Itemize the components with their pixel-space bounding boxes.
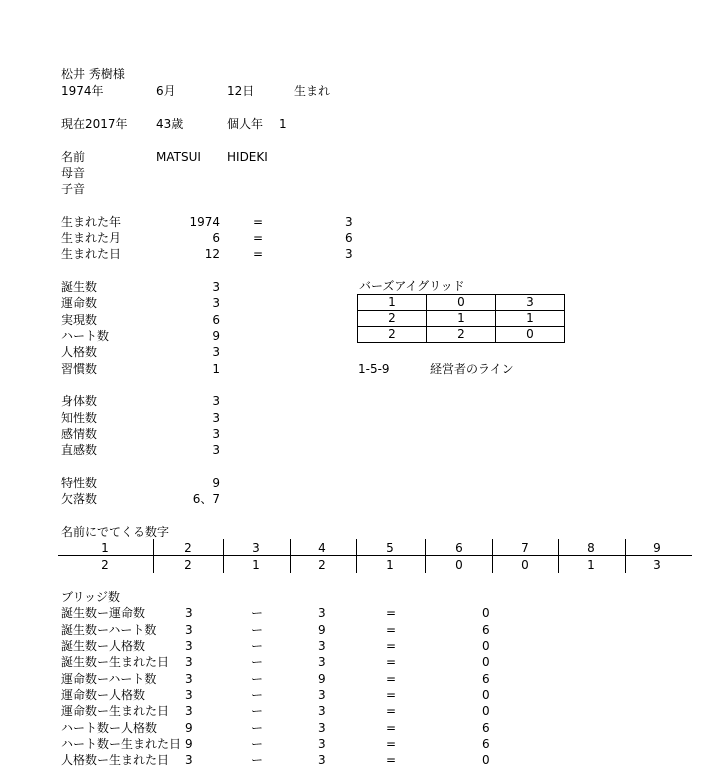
digit-count: 1 [252, 558, 260, 572]
birds-eye-title: バーズアイグリッド [359, 279, 465, 293]
digit-count: 1 [587, 558, 595, 572]
bridge-row-label: 誕生数ー運命数 [61, 606, 146, 620]
bridge-row-operator: ー [251, 655, 264, 669]
bridge-row-a: 3 [185, 753, 193, 767]
digits-column-divider [625, 539, 626, 573]
trait-number-label: 特性数 [61, 476, 98, 490]
grid-cell: 2 [358, 311, 427, 327]
digit-count: 2 [184, 558, 192, 572]
birth-month: 6月 [156, 84, 176, 98]
bridge-row-equals: = [386, 655, 397, 669]
core-number-value: 3 [212, 280, 220, 294]
digit-count: 2 [101, 558, 109, 572]
birth-number-value: 12 [204, 247, 220, 261]
grid-cell: 1 [496, 311, 565, 327]
core-number-value: 6 [212, 313, 220, 327]
bridge-row-label: ハート数ー生まれた日 [61, 737, 182, 751]
bridge-row-a: 3 [185, 688, 193, 702]
bridge-row-operator: ー [251, 672, 264, 686]
bridge-row-a: 3 [185, 704, 193, 718]
bridge-row-equals: = [386, 623, 397, 637]
digits-column-divider [290, 539, 291, 573]
birth-day: 12日 [227, 84, 255, 98]
birth-number-equals: = [253, 231, 264, 245]
current-year: 現在2017年 [61, 117, 128, 131]
trait-number-label: 欠落数 [61, 492, 98, 506]
grid-row [358, 295, 565, 311]
name-given: HIDEKI [227, 150, 268, 164]
bridge-row-equals: = [386, 704, 397, 718]
bridge-row-b: 9 [318, 623, 326, 637]
core-number-label: 実現数 [61, 313, 98, 327]
bridge-row-b: 9 [318, 672, 326, 686]
grid-cell: 3 [496, 295, 565, 311]
bridge-row-result: 0 [482, 753, 490, 767]
digits-column-divider [492, 539, 493, 573]
client-name: 松井 秀樹様 [61, 67, 125, 81]
bridge-row-label: 誕生数ー生まれた日 [61, 655, 170, 669]
bridge-row-a: 9 [185, 737, 193, 751]
core-number-value: 3 [212, 345, 220, 359]
aspect-number-label: 知性数 [61, 411, 98, 425]
line-code: 1-5-9 [358, 362, 390, 376]
line-label: 経営者のライン [430, 362, 514, 376]
bridge-row-operator: ー [251, 753, 264, 767]
birth-number-result: 6 [345, 231, 353, 245]
digit-header: 8 [587, 541, 595, 555]
bridge-row-operator: ー [251, 721, 264, 735]
core-number-label: ハート数 [61, 329, 110, 343]
digit-count: 3 [653, 558, 661, 572]
bridge-row-a: 3 [185, 655, 193, 669]
bridge-row-equals: = [386, 688, 397, 702]
grid-cell: 1 [427, 311, 496, 327]
bridge-row-b: 3 [318, 606, 326, 620]
core-number-label: 習慣数 [61, 362, 98, 376]
bridge-row-equals: = [386, 639, 397, 653]
bridge-row-equals: = [386, 721, 397, 735]
bridge-title: ブリッジ数 [61, 590, 121, 604]
digit-header: 1 [101, 541, 109, 555]
bridge-row-a: 3 [185, 639, 193, 653]
birth-number-result: 3 [345, 247, 353, 261]
core-number-label: 運命数 [61, 296, 98, 310]
digit-header: 3 [252, 541, 260, 555]
digit-header: 2 [184, 541, 192, 555]
birth-suffix: 生まれ [294, 84, 331, 98]
digits-column-divider [356, 539, 357, 573]
bridge-row-a: 3 [185, 623, 193, 637]
aspect-number-value: 3 [212, 443, 220, 457]
bridge-row-operator: ー [251, 737, 264, 751]
grid-cell: 0 [496, 327, 565, 343]
digit-header: 9 [653, 541, 661, 555]
digits-column-divider [425, 539, 426, 573]
bridge-row-result: 0 [482, 639, 490, 653]
digit-header: 6 [455, 541, 463, 555]
current-age: 43歳 [156, 117, 184, 131]
birds-eye-grid [357, 294, 565, 343]
digit-count: 2 [318, 558, 326, 572]
aspect-number-label: 直感数 [61, 443, 98, 457]
bridge-row-result: 0 [482, 655, 490, 669]
grid-cell: 1 [358, 295, 427, 311]
bridge-row-result: 6 [482, 672, 490, 686]
bridge-row-operator: ー [251, 704, 264, 718]
core-number-label: 誕生数 [61, 280, 98, 294]
grid-row [358, 311, 565, 327]
bridge-row-label: 誕生数ー人格数 [61, 639, 146, 653]
bridge-row-b: 3 [318, 737, 326, 751]
birth-year: 1974年 [61, 84, 104, 98]
digit-count: 0 [521, 558, 529, 572]
trait-number-value: 6、7 [192, 492, 220, 506]
bridge-row-equals: = [386, 606, 397, 620]
personal-year-label: 個人年 [227, 117, 264, 131]
bridge-row-b: 3 [318, 688, 326, 702]
bridge-row-b: 3 [318, 753, 326, 767]
bridge-row-equals: = [386, 753, 397, 767]
bridge-row-label: 運命数ー人格数 [61, 688, 146, 702]
digits-column-divider [153, 539, 154, 573]
bridge-row-b: 3 [318, 721, 326, 735]
bridge-row-operator: ー [251, 606, 264, 620]
birth-number-label: 生まれた日 [61, 247, 122, 261]
birth-number-value: 6 [212, 231, 220, 245]
aspect-number-label: 身体数 [61, 394, 98, 408]
bridge-row-a: 3 [185, 606, 193, 620]
trait-number-value: 9 [212, 476, 220, 490]
core-number-value: 9 [212, 329, 220, 343]
grid-cell: 2 [427, 327, 496, 343]
name-label: 名前 [61, 150, 86, 164]
aspect-number-value: 3 [212, 427, 220, 441]
core-number-value: 3 [212, 296, 220, 310]
bridge-row-b: 3 [318, 655, 326, 669]
bridge-row-b: 3 [318, 704, 326, 718]
digits-column-divider [558, 539, 559, 573]
digits-column-divider [223, 539, 224, 573]
aspect-number-value: 3 [212, 394, 220, 408]
grid-cell: 0 [427, 295, 496, 311]
bridge-row-result: 6 [482, 623, 490, 637]
bridge-row-operator: ー [251, 623, 264, 637]
bridge-row-label: 運命数ーハート数 [61, 672, 157, 686]
personal-year-value: 1 [279, 117, 287, 131]
bridge-row-result: 0 [482, 704, 490, 718]
name-digits-title: 名前にでてくる数字 [61, 525, 170, 539]
grid-cell: 2 [358, 327, 427, 343]
grid-row [358, 327, 565, 343]
core-number-label: 人格数 [61, 345, 98, 359]
birth-number-value: 1974 [189, 215, 220, 229]
bridge-row-operator: ー [251, 688, 264, 702]
birth-number-result: 3 [345, 215, 353, 229]
consonant-label: 子音 [61, 182, 86, 196]
bridge-row-result: 6 [482, 721, 490, 735]
aspect-number-label: 感情数 [61, 427, 98, 441]
vowel-label: 母音 [61, 166, 86, 180]
bridge-row-result: 0 [482, 688, 490, 702]
name-surname: MATSUI [156, 150, 201, 164]
birth-number-label: 生まれた年 [61, 215, 122, 229]
birth-number-equals: = [253, 247, 264, 261]
digit-header: 5 [386, 541, 394, 555]
bridge-row-equals: = [386, 737, 397, 751]
bridge-row-result: 0 [482, 606, 490, 620]
bridge-row-a: 3 [185, 672, 193, 686]
bridge-row-result: 6 [482, 737, 490, 751]
bridge-row-label: 人格数ー生まれた日 [61, 753, 170, 767]
digit-header: 7 [521, 541, 529, 555]
bridge-row-label: 誕生数ーハート数 [61, 623, 157, 637]
bridge-row-operator: ー [251, 639, 264, 653]
digit-count: 1 [386, 558, 394, 572]
digit-count: 0 [455, 558, 463, 572]
core-number-value: 1 [212, 362, 220, 376]
birth-number-equals: = [253, 215, 264, 229]
digit-header: 4 [318, 541, 326, 555]
bridge-row-b: 3 [318, 639, 326, 653]
birth-number-label: 生まれた月 [61, 231, 122, 245]
bridge-row-label: 運命数ー生まれた日 [61, 704, 170, 718]
aspect-number-value: 3 [212, 411, 220, 425]
bridge-row-label: ハート数ー人格数 [61, 721, 158, 735]
bridge-row-equals: = [386, 672, 397, 686]
bridge-row-a: 9 [185, 721, 193, 735]
